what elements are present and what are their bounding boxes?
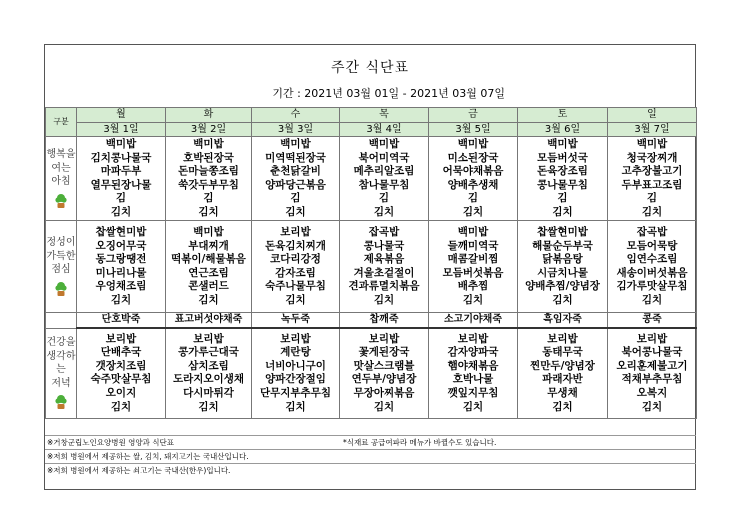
menu-item: 김 [646,192,658,205]
footnote-3: ※저희 병원에서 제공하는 쇠고기는 국내산(한우)입니다. [45,463,696,477]
menu-item: 북어미역국 [358,151,410,164]
menu-cell [608,137,697,221]
menu-item: 양배추생채 [447,178,499,191]
gubun-label: 구분 [46,108,77,137]
potted-plant-icon [54,394,68,410]
menu-item: 파래자반 [542,373,583,386]
snack-item: 소고기야채죽 [429,313,518,329]
meal-label-line: 점심 [51,264,71,276]
menu-cell [340,137,429,221]
menu-cell [340,221,429,313]
menu-cell [166,328,252,418]
menu-item: 백미밥 [547,137,578,150]
menu-item: 보리밥 [636,332,668,345]
meal-label-line: 건강을 [46,337,76,348]
menu-item: 김 [557,192,568,205]
menu-item: 연근조림 [188,266,229,279]
snack-item: 콩죽 [608,313,697,329]
menu-item: 김치 [552,400,573,413]
menu-item: 김치콩나물국 [90,151,152,164]
menu-cell [166,137,252,221]
footnote-1 [45,435,696,449]
menu-item: 김치 [373,400,395,413]
menu-item: 김치 [641,205,663,218]
meal-label [46,328,77,418]
menu-sheet [44,44,696,490]
date-header: 3월 5일 [429,122,518,137]
menu-item: 계란탕 [280,346,311,359]
menu-item: 백미밥 [368,137,400,150]
menu-item: 무생채 [547,387,578,400]
menu-item: 김 [115,192,127,205]
menu-item: 단배추국 [100,346,142,359]
menu-item: 시금치나물 [537,266,588,279]
menu-cell [429,221,518,313]
menu-cell [77,137,166,221]
menu-item: 미나리나물 [95,266,147,279]
menu-item: 김치 [462,293,484,306]
meal-label-line: 여는 [51,162,71,174]
menu-item: 우엉채조림 [95,280,147,293]
day-header: 화 [166,108,252,123]
menu-item: 콘샐러드 [188,280,229,293]
menu-item: 보리밥 [280,225,311,238]
menu-item: 양파간장절임 [265,373,326,386]
snack-item: 표고버섯야채죽 [166,313,252,329]
menu-item: 임연수조림 [626,253,678,266]
menu-item: 호박나물 [452,373,494,386]
menu-item: 김 [378,192,390,205]
menu-item: 감자양파국 [447,346,499,359]
meal-row [46,137,697,221]
menu-item: 보리밥 [547,332,578,345]
menu-item: 보리밥 [457,332,489,345]
menu-item: 미역떡된장국 [265,151,326,164]
menu-item: 꽃게된장국 [358,346,410,359]
menu-item: 배추찜 [457,280,489,293]
menu-item: 김치 [198,400,219,413]
day-header-row [46,108,697,123]
menu-item: 두부표고조림 [621,178,683,191]
menu-cell [77,328,166,418]
date-header: 3월 6일 [518,122,608,137]
menu-item: 백미밥 [193,137,224,150]
menu-item: 떡볶이/해물볶음 [171,253,246,266]
menu-item: 김치 [198,293,219,306]
menu-item: 돈마늘쫑조림 [178,165,239,178]
page-title: 주간 식단표 [330,60,410,76]
menu-cell [518,221,608,313]
menu-item: 매콤갈비찜 [447,253,499,266]
menu-item: 춘천닭갈비 [270,165,321,178]
day-header: 목 [340,108,429,123]
menu-item: 숙주나물무침 [265,280,326,293]
menu-item: 콩나물무침 [537,178,588,191]
meal-label-line: 저녁 [51,377,71,389]
menu-item: 부대찌개 [188,239,229,252]
date-header: 3월 3일 [252,122,340,137]
menu-item: 돈육장조림 [537,165,588,178]
potted-plant-icon [54,193,68,209]
menu-item: 오이지 [105,387,137,400]
menu-item: 단무지부추무침 [259,387,331,400]
menu-item: 김 [203,192,214,205]
menu-item: 백미밥 [193,225,224,238]
menu-item: 새송이버섯볶음 [616,266,688,279]
menu-item: 오징어무국 [95,239,147,252]
menu-item: 들깨미역국 [447,239,499,252]
menu-item: 백미밥 [457,137,489,150]
menu-cell [252,137,340,221]
date-header: 3월 4일 [340,122,429,137]
menu-item: 김가루맛살무침 [616,280,688,293]
menu-item: 연두부/양념장 [351,373,417,386]
menu-item: 백미밥 [280,137,311,150]
day-header: 월 [77,108,166,123]
period-range: 기간 : 2021년 03월 01일 - 2021년 03월 07일 [272,87,505,100]
menu-item: 동그랑땡전 [95,253,147,266]
menu-item: 오리훈제불고기 [616,359,688,372]
snack-item: 흑임자죽 [518,313,608,329]
menu-item: 김치 [462,205,484,218]
date-header: 3월 7일 [608,122,697,137]
weekly-menu-table [45,107,697,419]
menu-item: 김 [290,192,301,205]
meal-label [46,137,77,221]
menu-item: 열무된장나물 [90,178,152,191]
menu-item: 김치 [373,205,395,218]
menu-item: 햄야채볶음 [447,359,499,372]
menu-item: 콩나물국 [363,239,405,252]
menu-item: 깻잎지무침 [447,387,499,400]
menu-item: 잡곡밥 [636,225,668,238]
menu-item: 김치 [198,205,219,218]
menu-cell [608,221,697,313]
menu-item: 견과류멸치볶음 [348,280,420,293]
menu-item: 모듬어묵탕 [626,239,678,252]
menu-item: 도라지오이생채 [172,373,244,386]
menu-item: 미소된장국 [447,151,499,164]
footnote-hospital: ※거창군립노인요양병원 영양과 식단표 [47,438,174,447]
snack-row [46,313,697,329]
day-header: 일 [608,108,697,123]
menu-item: 찹쌀현미밥 [537,225,588,238]
snack-item: 녹두죽 [252,313,340,329]
menu-cell [518,137,608,221]
menu-item: 보리밥 [368,332,400,345]
snack-label-cell [46,313,77,329]
menu-item: 호박된장국 [183,151,234,164]
menu-item: 적채부추무침 [621,373,683,386]
menu-item: 김치 [641,293,663,306]
menu-item: 무장아찌볶음 [353,387,415,400]
menu-item: 양배추찜/양념장 [525,280,600,293]
meal-label [46,221,77,313]
menu-cell [252,328,340,418]
menu-item: 김치 [110,400,132,413]
menu-cell [429,137,518,221]
menu-item: 다시마튀각 [183,387,234,400]
menu-item: 고추장불고기 [621,165,683,178]
menu-item: 해물순두부국 [532,239,593,252]
menu-item: 보리밥 [193,332,224,345]
menu-item: 김치 [285,400,306,413]
menu-item: 동태무국 [542,346,583,359]
menu-item: 김 [467,192,479,205]
menu-item: 맛살스크램블 [353,359,415,372]
menu-item: 참나물무침 [358,178,410,191]
menu-item: 찐만두/양념장 [530,359,595,372]
menu-item: 감자조림 [275,266,316,279]
menu-item: 마파두부 [100,165,142,178]
menu-item: 숙주맛살무침 [90,373,152,386]
menu-cell [166,221,252,313]
meal-row [46,221,697,313]
menu-item: 제육볶음 [363,253,405,266]
menu-cell [340,328,429,418]
date-header-row [46,122,697,137]
meal-row [46,328,697,418]
menu-item: 닭볶음탕 [542,253,583,266]
menu-item: 돈육김치찌개 [265,239,326,252]
meal-label-line: 아침 [51,176,71,188]
menu-item: 백미밥 [105,137,137,150]
snack-item: 단호박죽 [77,313,166,329]
menu-item: 콩가루근대국 [178,346,239,359]
menu-item: 코다리강정 [270,253,321,266]
footnote-2: ※저희 병원에서 제공하는 쌀, 김치, 돼지고기는 국내산입니다. [45,449,696,463]
menu-item: 모듬버섯국 [537,151,588,164]
date-header: 3월 1일 [77,122,166,137]
footnotes [45,435,696,477]
menu-item: 갯장치조림 [95,359,147,372]
menu-item: 겨울초겉절이 [353,266,415,279]
day-header: 수 [252,108,340,123]
menu-item: 잡곡밥 [368,225,400,238]
menu-item: 김치 [373,293,395,306]
menu-item: 김치 [110,205,132,218]
snack-item: 찹깨죽 [340,313,429,329]
footnote-menu-change: *식재료 공급여파라 메뉴가 바뀔수도 있습니다. [343,438,497,447]
date-header: 3월 2일 [166,122,252,137]
menu-item: 김치 [462,400,484,413]
menu-item: 양파당근볶음 [265,178,326,191]
menu-item: 김치 [552,205,573,218]
menu-item: 보리밥 [105,332,137,345]
potted-plant-icon [54,281,68,297]
menu-item: 쑥갓두부무침 [178,178,239,191]
menu-item: 북어콩나물국 [621,346,683,359]
menu-item: 김치 [110,293,132,306]
menu-item: 보리밥 [280,332,311,345]
menu-item: 찹쌀현미밥 [95,225,147,238]
menu-item: 김치 [285,205,306,218]
menu-item: 메추리알조림 [353,165,415,178]
menu-cell [429,328,518,418]
menu-cell [608,328,697,418]
menu-item: 모듬버섯볶음 [442,266,504,279]
meal-label-line: 정성이 [46,237,76,249]
day-header: 토 [518,108,608,123]
menu-item: 김치 [641,400,663,413]
menu-cell [518,328,608,418]
day-header: 금 [429,108,518,123]
meal-label-line: 생각하는 [46,350,76,376]
meal-label-line: 행복을 [46,149,76,161]
menu-item: 김치 [552,293,573,306]
menu-cell [77,221,166,313]
menu-item: 청국장찌개 [626,151,678,164]
menu-item: 너비아니구이 [265,359,326,372]
menu-item: 백미밥 [636,137,668,150]
menu-item: 김치 [285,293,306,306]
menu-item: 삼치조림 [188,359,229,372]
menu-item: 어묵야채볶음 [442,165,504,178]
menu-cell [252,221,340,313]
meal-label-line: 가득한 [46,250,76,262]
menu-item: 오복지 [636,387,668,400]
menu-item: 백미밥 [457,225,489,238]
